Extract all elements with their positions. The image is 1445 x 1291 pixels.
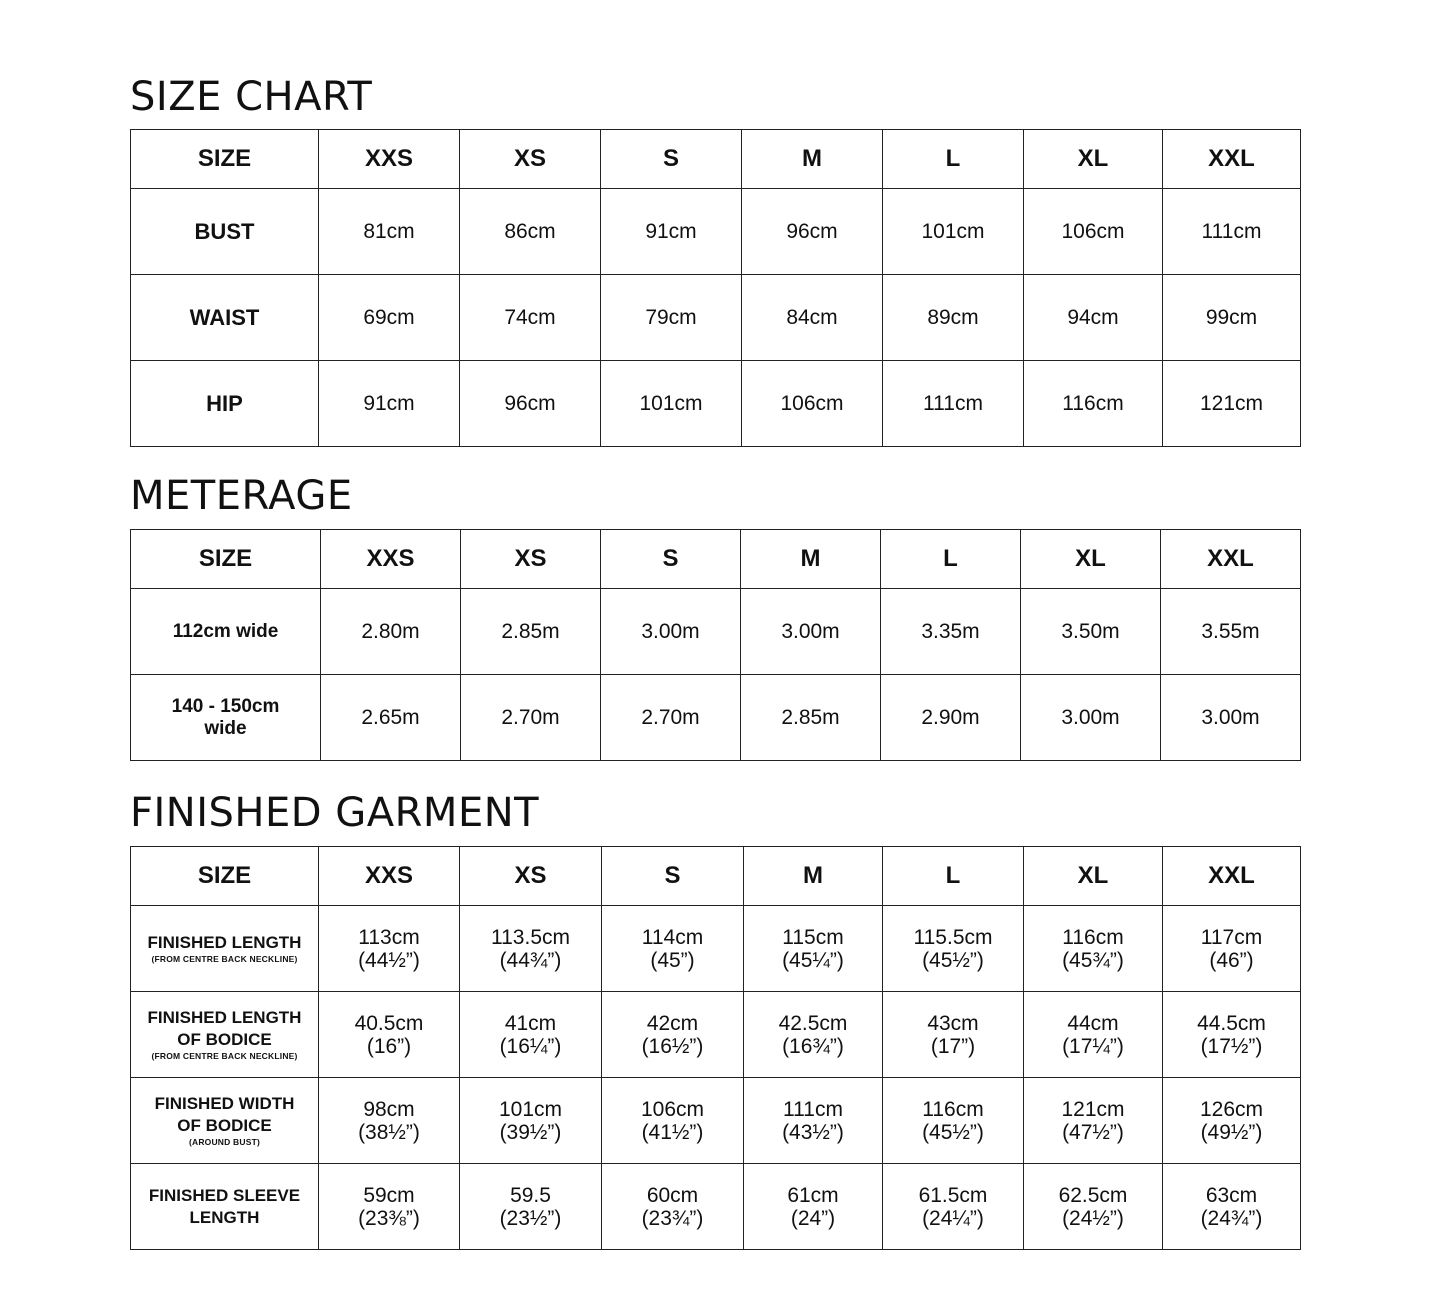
header-cell: XXS <box>319 847 460 906</box>
cell-metric: 61cm <box>787 1183 839 1207</box>
table-cell <box>1163 1164 1301 1250</box>
row-label-line: LENGTH <box>189 1207 260 1227</box>
table-cell: 3.00m <box>1021 675 1161 761</box>
finished-garment-table <box>130 846 1301 1250</box>
cell-imperial: (17¼”) <box>1062 1034 1124 1058</box>
row-label <box>131 906 319 992</box>
table-cell: 2.65m <box>321 675 461 761</box>
table-cell: 2.70m <box>601 675 741 761</box>
table-row <box>131 189 1301 275</box>
cell-imperial: (41½”) <box>641 1120 704 1144</box>
cell-metric: 42.5cm <box>778 1011 848 1035</box>
table-cell: 106cm <box>742 361 883 447</box>
cell-metric: 40.5cm <box>354 1011 424 1035</box>
table-cell: 86cm <box>460 189 601 275</box>
row-label <box>131 992 319 1078</box>
table-cell <box>460 1078 602 1164</box>
header-cell: S <box>601 530 741 589</box>
row-label-line: FINISHED WIDTH <box>154 1094 295 1113</box>
header-cell: M <box>741 530 881 589</box>
table-cell: 3.50m <box>1021 589 1161 675</box>
table-cell: 101cm <box>601 361 742 447</box>
cell-metric: 111cm <box>783 1097 843 1121</box>
table-cell <box>602 1164 744 1250</box>
header-cell: XS <box>460 130 601 189</box>
row-label-line: wide <box>204 717 247 739</box>
table-cell: 111cm <box>1163 189 1301 275</box>
table-cell: 3.00m <box>601 589 741 675</box>
table-cell: 84cm <box>742 275 883 361</box>
table-cell: 2.85m <box>741 675 881 761</box>
table-cell <box>883 1164 1024 1250</box>
header-cell: S <box>601 130 742 189</box>
cell-imperial: (16”) <box>366 1034 412 1058</box>
table-cell <box>744 1164 883 1250</box>
meterage-table <box>130 529 1301 761</box>
row-label: HIP <box>131 361 319 447</box>
table-cell <box>883 1078 1024 1164</box>
table-cell: 2.70m <box>461 675 601 761</box>
table-row <box>131 1078 1301 1164</box>
table-cell: 89cm <box>883 275 1024 361</box>
table-cell: 3.35m <box>881 589 1021 675</box>
cell-imperial: (45”) <box>650 948 695 972</box>
table-cell <box>319 1164 460 1250</box>
table-cell <box>1024 1164 1163 1250</box>
row-label <box>131 1164 319 1250</box>
table-cell: 101cm <box>883 189 1024 275</box>
header-cell: S <box>602 847 744 906</box>
cell-metric: 61.5cm <box>918 1183 988 1207</box>
cell-imperial: (44¾”) <box>499 948 562 972</box>
table-cell <box>744 1078 883 1164</box>
table-cell: 74cm <box>460 275 601 361</box>
header-cell: XXS <box>321 530 461 589</box>
cell-metric: 126cm <box>1199 1097 1264 1121</box>
cell-metric: 116cm <box>922 1097 984 1121</box>
cell-imperial: (43½”) <box>782 1120 844 1144</box>
row-label-note: (AROUND BUST) <box>188 1137 261 1147</box>
row-label <box>131 675 321 761</box>
header-cell: L <box>881 530 1021 589</box>
cell-imperial: (49½”) <box>1200 1120 1263 1144</box>
row-label-line: FINISHED LENGTH <box>147 1008 302 1027</box>
row-label: BUST <box>131 189 319 275</box>
table-cell <box>1024 906 1163 992</box>
row-label-note: (FROM CENTRE BACK NECKLINE) <box>151 1051 298 1061</box>
size-chart-header-row <box>131 130 1301 189</box>
cell-imperial: (16¾”) <box>782 1034 844 1058</box>
table-cell: 3.55m <box>1161 589 1301 675</box>
table-cell: 2.85m <box>461 589 601 675</box>
cell-metric: 121cm <box>1061 1097 1125 1121</box>
row-label-line: FINISHED LENGTH <box>147 933 302 952</box>
cell-imperial: (24¼”) <box>922 1206 984 1230</box>
table-row <box>131 1164 1301 1250</box>
table-cell <box>319 906 460 992</box>
header-cell: L <box>883 847 1024 906</box>
cell-imperial: (45¼”) <box>782 948 844 972</box>
table-row <box>131 275 1301 361</box>
header-cell: XXL <box>1163 847 1301 906</box>
cell-imperial: (38½”) <box>358 1120 420 1144</box>
size-chart-title: SIZE CHART <box>130 74 373 120</box>
cell-metric: 106cm <box>640 1097 705 1121</box>
cell-metric: 63cm <box>1205 1183 1258 1207</box>
table-cell <box>602 992 744 1078</box>
table-cell <box>460 992 602 1078</box>
table-cell: 106cm <box>1024 189 1163 275</box>
table-cell: 94cm <box>1024 275 1163 361</box>
table-cell <box>460 1164 602 1250</box>
header-cell: XXL <box>1163 130 1301 189</box>
header-cell: XL <box>1024 847 1163 906</box>
cell-imperial: (17”) <box>930 1034 976 1058</box>
table-cell <box>744 992 883 1078</box>
meterage-title: METERAGE <box>130 473 353 519</box>
table-cell <box>319 1078 460 1164</box>
cell-metric: 42cm <box>646 1011 699 1035</box>
table-row <box>131 589 1301 675</box>
cell-metric: 98cm <box>363 1097 415 1121</box>
header-cell: L <box>883 130 1024 189</box>
table-cell <box>319 992 460 1078</box>
cell-imperial: (17½”) <box>1200 1034 1263 1058</box>
cell-metric: 43cm <box>927 1011 979 1035</box>
table-cell: 96cm <box>742 189 883 275</box>
cell-imperial: (44½”) <box>358 948 420 972</box>
table-cell: 96cm <box>460 361 601 447</box>
header-cell: XL <box>1024 130 1163 189</box>
table-cell <box>744 906 883 992</box>
table-cell <box>602 906 744 992</box>
cell-metric: 115.5cm <box>913 925 993 949</box>
cell-metric: 60cm <box>646 1183 699 1207</box>
header-cell: SIZE <box>131 847 319 906</box>
header-cell: XXL <box>1161 530 1301 589</box>
cell-metric: 44cm <box>1067 1011 1119 1035</box>
cell-metric: 117cm <box>1200 925 1263 949</box>
cell-imperial: (24½”) <box>1062 1206 1124 1230</box>
row-label-line: FINISHED SLEEVE <box>148 1185 301 1205</box>
row-label-line: OF BODICE <box>177 1030 272 1049</box>
cell-metric: 101cm <box>498 1097 563 1121</box>
table-cell: 3.00m <box>741 589 881 675</box>
row-label-line: OF BODICE <box>177 1116 272 1135</box>
cell-metric: 59cm <box>363 1183 415 1207</box>
table-cell: 116cm <box>1024 361 1163 447</box>
cell-imperial: (16¼”) <box>499 1034 562 1058</box>
table-cell: 99cm <box>1163 275 1301 361</box>
table-cell: 91cm <box>319 361 460 447</box>
size-chart-table <box>130 129 1301 447</box>
table-cell: 91cm <box>601 189 742 275</box>
cell-metric: 115cm <box>782 925 844 949</box>
table-cell: 2.90m <box>881 675 1021 761</box>
header-cell: SIZE <box>131 130 319 189</box>
table-cell: 111cm <box>883 361 1024 447</box>
cell-imperial: (45½”) <box>922 1120 984 1144</box>
meterage-header-row <box>131 530 1301 589</box>
cell-metric: 113.5cm <box>491 925 570 949</box>
table-cell <box>1163 906 1301 992</box>
cell-metric: 59.5 <box>510 1183 551 1207</box>
table-cell: 121cm <box>1163 361 1301 447</box>
header-cell: XL <box>1021 530 1161 589</box>
table-cell <box>883 906 1024 992</box>
table-cell <box>1163 1078 1301 1164</box>
table-cell <box>460 906 602 992</box>
header-cell: SIZE <box>131 530 321 589</box>
cell-imperial: (47½”) <box>1062 1120 1124 1144</box>
cell-metric: 114cm <box>641 925 704 949</box>
header-cell: M <box>744 847 883 906</box>
table-cell: 69cm <box>319 275 460 361</box>
header-cell: XS <box>461 530 601 589</box>
cell-metric: 41cm <box>504 1011 557 1035</box>
cell-imperial: (16½”) <box>641 1034 704 1058</box>
cell-imperial: (23⅜”) <box>358 1206 420 1230</box>
cell-imperial: (24¾”) <box>1200 1206 1263 1230</box>
cell-imperial: (45¾”) <box>1062 948 1124 972</box>
finished-garment-header-row <box>131 847 1301 906</box>
cell-metric: 116cm <box>1062 925 1124 949</box>
table-cell: 81cm <box>319 189 460 275</box>
table-cell: 3.00m <box>1161 675 1301 761</box>
table-row <box>131 992 1301 1078</box>
table-cell <box>883 992 1024 1078</box>
table-cell: 79cm <box>601 275 742 361</box>
cell-metric: 62.5cm <box>1058 1183 1128 1207</box>
cell-imperial: (46”) <box>1209 948 1254 972</box>
cell-metric: 113cm <box>358 925 420 949</box>
table-cell <box>1163 992 1301 1078</box>
table-row <box>131 361 1301 447</box>
cell-imperial: (24”) <box>790 1206 836 1230</box>
row-label-note: (FROM CENTRE BACK NECKLINE) <box>151 954 298 964</box>
table-cell <box>602 1078 744 1164</box>
table-cell <box>1024 1078 1163 1164</box>
row-label-line: 112cm wide <box>172 620 279 642</box>
table-cell <box>1024 992 1163 1078</box>
row-label-line: 140 - 150cm <box>171 695 280 717</box>
cell-metric: 44.5cm <box>1197 1011 1266 1035</box>
row-label <box>131 589 321 675</box>
row-label <box>131 1078 319 1164</box>
table-row <box>131 906 1301 992</box>
header-cell: XS <box>460 847 602 906</box>
cell-imperial: (23½”) <box>499 1206 562 1230</box>
header-cell: M <box>742 130 883 189</box>
cell-imperial: (23¾”) <box>641 1206 704 1230</box>
cell-imperial: (45½”) <box>922 948 984 972</box>
table-cell: 2.80m <box>321 589 461 675</box>
row-label: WAIST <box>131 275 319 361</box>
header-cell: XXS <box>319 130 460 189</box>
cell-imperial: (39½”) <box>499 1120 562 1144</box>
finished-garment-title: FINISHED GARMENT <box>130 790 540 836</box>
table-row <box>131 675 1301 761</box>
